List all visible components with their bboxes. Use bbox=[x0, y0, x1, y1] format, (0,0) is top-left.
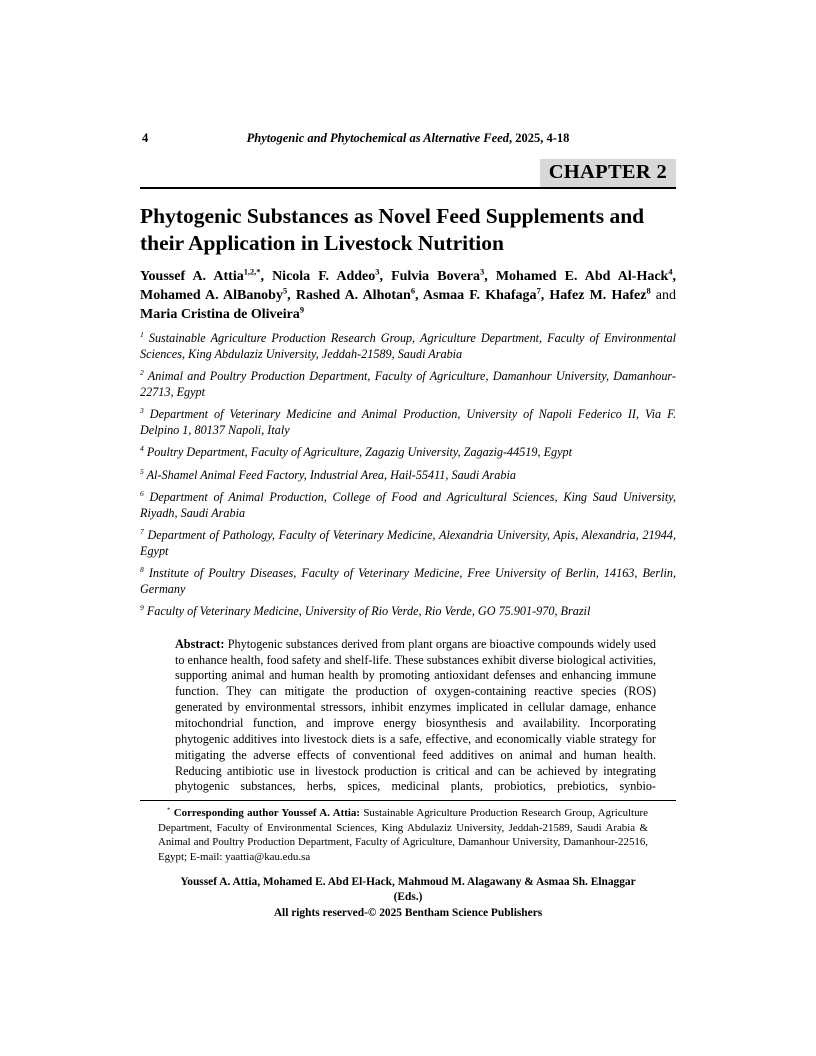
author-separator: , bbox=[287, 288, 296, 304]
author: Hafez M. Hafez$^8$ bbox=[549, 286, 651, 304]
chapter-row bbox=[140, 159, 676, 189]
author-affiliation-superscript: 7 bbox=[536, 286, 541, 296]
author-affiliation-superscript: 9 bbox=[299, 305, 304, 315]
author-separator: , bbox=[484, 269, 496, 285]
author-affiliation-superscript: 4 bbox=[668, 267, 673, 277]
corresponding-author-footnote bbox=[158, 806, 648, 864]
author-separator: , bbox=[672, 269, 680, 285]
author: Fulvia Bovera$^3$ bbox=[391, 267, 485, 285]
author-separator: , bbox=[415, 288, 423, 304]
author-affiliation-superscript: 3 bbox=[375, 267, 380, 277]
page-number: 4 bbox=[142, 131, 149, 145]
affiliation-item: $^3$ Department of Veterinary Medicine and Animal Production, University of Napoli Federico II, Via F. Delpino 1, 80137 Napoli, Italy bbox=[140, 406, 676, 437]
affiliation-number: 4 bbox=[140, 444, 144, 454]
author: Maria Cristina de Oliveira$^9$ bbox=[140, 305, 304, 323]
affiliation-number: 3 bbox=[140, 406, 144, 416]
footnote-lead: Corresponding author Youssef A. Attia: bbox=[173, 807, 360, 820]
eds-label: (Eds.) bbox=[393, 891, 423, 904]
author-separator: , bbox=[540, 288, 550, 304]
author: Nicola F. Addeo$^3$ bbox=[272, 267, 380, 285]
affiliation-number: 9 bbox=[140, 603, 144, 613]
affiliation-number: 7 bbox=[140, 527, 144, 537]
affiliation-item: $^8$ Institute of Poultry Diseases, Faculty of Veterinary Medicine, Free University of Berlin, 14163, Berlin, Germany bbox=[140, 565, 676, 596]
affiliation-item: $^1$ Sustainable Agriculture Production Research Group, Agriculture Department, Faculty of Environmental Sciences, King Abdulaziz University, Jeddah-21589, Saudi Arabia bbox=[140, 330, 676, 361]
author: Youssef A. Attia$^{1,2,*}$ bbox=[140, 267, 261, 285]
author-separator: , bbox=[260, 269, 273, 285]
running-header bbox=[140, 131, 676, 148]
abstract-label: Abstract: bbox=[175, 636, 225, 651]
author-affiliation-superscript: 8 bbox=[646, 286, 651, 296]
author-separator: , bbox=[379, 269, 392, 285]
running-title-pages: , 2025, 4-18 bbox=[508, 131, 570, 145]
abstract-paragraph bbox=[175, 637, 656, 796]
affiliation-number: 6 bbox=[140, 489, 144, 499]
running-title-book: Phytogenic and Phytochemical as Alternative Feed bbox=[246, 131, 509, 145]
author-list bbox=[140, 267, 680, 324]
author: Asmaa F. Khafaga$^7$ bbox=[422, 286, 541, 304]
affiliation-number: 1 bbox=[140, 330, 144, 340]
affiliation-list bbox=[140, 331, 676, 619]
chapter-badge: CHAPTER 2 bbox=[540, 159, 676, 187]
affiliation-item: $^7$ Department of Pathology, Faculty of Veterinary Medicine, Alexandria University, Apis, Alexandria, 21944, Egypt bbox=[140, 527, 676, 558]
author: Mohamed E. Abd Al-Hack$^4$ bbox=[495, 267, 673, 285]
author-separator: and bbox=[650, 288, 680, 304]
affiliation-item: $^2$ Animal and Poultry Production Department, Faculty of Agriculture, Damanhour University, Damanhour-22713, Egypt bbox=[140, 368, 676, 399]
affiliation-item: $^9$ Faculty of Veterinary Medicine, University of Rio Verde, Rio Verde, GO 75.901-970, Brazil bbox=[140, 603, 591, 619]
footnote-rule bbox=[140, 800, 676, 801]
abstract-text: Phytogenic substances derived from plant organs are bioactive compounds widely used to enhance health, food safety and shelf-life. These substances exhibit diverse biological activities, supporting animal and human health by promoting antioxidant defenses and enhancing immune function. They can mitigate the production of oxygen-containing reactive species (ROS) generated by environmental stressors, inhibit enzymes implicated in cellular damage, enhance mitochondrial function, and improve energy biosynthesis and availability. Incorporating phytogenic additives into livestock diets is a safe, effective, and economically viable strategy for mitigating the adverse effects of conventional feed additives on animal and human health. Reducing antibiotic use in livestock production is critical and can be achieved by integrating phytogenic substances, herbs, spices, medicinal plants, probiotics, prebiotics, synbio- bbox=[175, 636, 657, 794]
author-affiliation-superscript: 6 bbox=[410, 286, 415, 296]
affiliation-item: $^6$ Department of Animal Production, College of Food and Agricultural Sciences, King Saud University, Riyadh, Saudi Arabia bbox=[140, 489, 676, 520]
rights-line: All rights reserved-© 2025 Bentham Science Publishers bbox=[273, 906, 543, 919]
author: Rashed A. Alhotan$^6$ bbox=[295, 286, 415, 304]
footnote-text: Sustainable Agriculture Production Research Group, Agriculture Department, Faculty of Environmental Sciences, King Abdulaziz University, Jeddah-21589, Saudi Arabia & Animal and Poultry Production Department, Faculty of Agriculture, Damanhour University, Damanhour-22516, Egypt; E-mail: yaattia@kau.edu.sa bbox=[158, 807, 648, 863]
author-affiliation-superscript: 5 bbox=[282, 286, 288, 296]
footnote-marker: * bbox=[167, 806, 171, 814]
affiliation-number: 5 bbox=[140, 466, 144, 476]
running-title bbox=[140, 131, 676, 146]
affiliation-item: $^4$ Poultry Department, Faculty of Agriculture, Zagazig University, Zagazig-44519, Egypt bbox=[140, 444, 572, 460]
author: Mohamed A. AlBanoby$^5$ bbox=[140, 286, 288, 304]
editors-line: Youssef A. Attia, Mohamed E. Abd El-Hack, Mahmoud M. Alagawany & Asmaa Sh. Elnaggar bbox=[180, 876, 636, 889]
chapter-title: Phytogenic Substances as Novel Feed Supplements and their Application in Livestock Nutrition bbox=[140, 204, 645, 255]
affiliation-number: 8 bbox=[140, 565, 144, 575]
author-affiliation-superscript: 1,2,* bbox=[243, 267, 261, 277]
affiliation-item: $^5$ Al-Shamel Animal Feed Factory, Industrial Area, Hail-55411, Saudi Arabia bbox=[140, 466, 516, 482]
author-affiliation-superscript: 3 bbox=[480, 267, 485, 277]
book-footer bbox=[140, 875, 676, 920]
affiliation-number: 2 bbox=[140, 368, 144, 378]
